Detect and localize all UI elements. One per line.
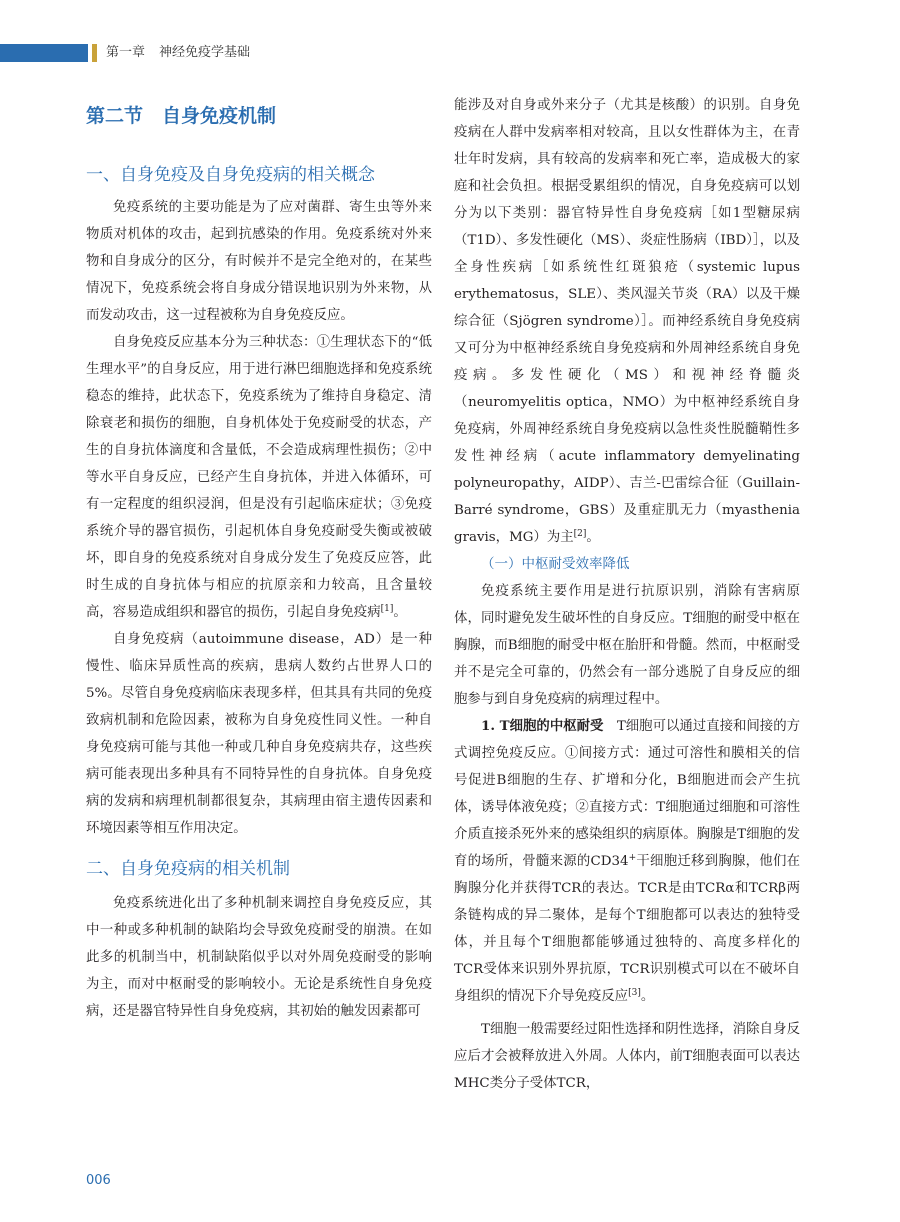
right-column [454,92,800,1097]
paragraph-classification [454,92,800,551]
paragraph-three-states [86,329,432,626]
header-accent-tick [92,44,97,62]
left-column [86,92,432,1025]
period: 。 [586,530,600,545]
subheading-central-tolerance: （一）中枢耐受效率降低 [481,556,630,572]
paragraph-immune-function: 免疫系统的主要功能是为了应对菌群、寄生虫等外来物质对机体的攻击，起到抗感染的作用。免疫系统对外来物和自身成分的区分，有时候并不是完全绝对的，在某些情况下，免疫系统会将自身成分错误地识别为外来物，从而发动攻击，这一过程被称为自身免疫反应。 [86,200,432,323]
paragraph-mechanisms: 免疫系统进化出了多种机制来调控自身免疫反应，其中一种或多种机制的缺陷均会导致免疫耐受的崩溃。在如此多的机制当中，机制缺陷似乎以对外周免疫耐受的影响为主，而对中枢耐受的影响较小。无论是系统性自身免疫病，还是器官特异性自身免疫病，其初始的触发因素都可 [86,896,432,1019]
reference-3: [3] [628,988,641,998]
reference-1: [1] [380,604,394,614]
header-chapter: 第一章 [106,45,146,60]
paragraph-t-cell-tolerance [454,713,800,1010]
heading-mechanisms: 二、自身免疫病的相关机制 [86,859,290,879]
period: 。 [640,989,655,1004]
paragraph-autoimmune-disease: 自身免疫病（autoimmune disease，AD）是一种慢性、临床异质性高的疾病，患病人数约占世界人口的5%。尽管自身免疫病临床表现多样，但其具有共同的免疫致病机制和危险因素，被称为自身免疫性同义性。一种自身免疫病可能与其他一种或几种自身免疫病共存，这些疾病可能表现出多种具有不同特异性的自身抗体。自身免疫病的发病和病理机制都很复杂，其病理由宿主遗传因素和环境因素等相互作用决定。 [86,632,432,836]
header-title: 神经免疫学基础 [159,45,251,60]
t-cell-text-a: T细胞可以通过直接和间接的方式调控免疫反应。①间接方式：通过可溶性和膜相关的信号促进B细胞的生存、扩增和分化，B细胞进而会产生抗体，诱导体液免疫；②直接方式：T细胞通过细胞和可溶性介质直接杀死外来的感染组织的病原体。胸腺是T细胞的发育的场所，骨髓来源的CD34 [454,719,800,869]
classification-text: 能涉及对自身或外来分子（尤其是核酸）的识别。自身免疫病在人群中发病率相对较高，且以女性群体为主，在青壮年时发病，具有较高的发病率和死亡率，造成极大的家庭和社会负担。根据受累组织的情况，自身免疫病可以划分为以下类别：器官特异性自身免疫病［如1型糖尿病（T1D）、多发性硬化（MS）、炎症性肠病（IBD）］，以及全身性疾病［如系统性红斑狼疮（systemic lupus erythematosus，SLE）、类风湿关节炎（RA）以及干燥综合征（Sjögren syndrome）］。而神经系统自身免疫病又可分为中枢神经系统自身免疫病和外周神经系统自身免疫病。多发性硬化（MS）和视神经脊髓炎（neuromyelitis optica，NMO）为中枢神经系统自身免疫病，外周神经系统自身免疫病以急性炎性脱髓鞘性多发性神经病（acute inflammatory demyelinating polyneuropathy，AIDP）、吉兰-巴雷综合征（Guillain-Barré syndrome，GBS）及重症肌无力（myasthenia gravis，MG）为主 [454,98,800,545]
t-cell-text-b: 干细胞迁移到胸腺，他们在胸腺分化并获得TCR的表达。TCR是由TCRα和TCRβ两条链构成的异二聚体，是每个T细胞都可以表达的独特受体，并且每个T细胞都能够通过独特的、高度多样化的TCR受体来识别外界抗原，TCR识别模式可以在不破坏自身组织的情况下介导免疫反应 [454,854,800,1004]
paragraph-central-tolerance: 免疫系统主要作用是进行抗原识别，消除有害病原体，同时避免发生破坏性的自身反应。T细胞的耐受中枢在胸腺，而B细胞的耐受中枢在胎肝和骨髓。然而，中枢耐受并不是完全可靠的，仍然会有一部分逃脱了自身反应的细胞参与到自身免疫病的病理过程中。 [454,584,800,707]
reference-2: [2] [573,529,587,539]
running-header [106,44,250,62]
period: 。 [393,605,407,620]
page-number: 006 [86,1173,111,1188]
paragraph-selection: T细胞一般需要经过阳性选择和阴性选择，消除自身反应后才会被释放进入外周。人体内，前T细胞表面可以表达MHC类分子受体TCR， [454,1022,800,1091]
three-states-text: 自身免疫反应基本分为三种状态：①生理状态下的“低生理水平”的自身反应，用于进行淋巴细胞选择和免疫系统稳态的维持，此状态下，免疫系统为了维持自身稳定、清除衰老和损伤的细胞，自身机体处于免疫耐受的状态，产生的自身抗体滴度和含量低，不会造成病理性损伤；②中等水平自身反应，已经产生自身抗体，并进入体循环，可有一定程度的组织浸润，但是没有引起临床症状；③免疫系统介导的器官损伤，引起机体自身免疫耐受失衡或被破坏，即自身的免疫系统对自身成分发生了免疫反应答，此时生成的自身抗体与相应的抗原亲和力较高，且含量较高，容易造成组织和器官的损伤，引起自身免疫病 [86,335,432,620]
section-title: 第二节 自身免疫机制 [86,105,277,127]
header-accent-bar [0,44,88,62]
cd34-superscript: + [628,853,637,863]
heading-concepts: 一、自身免疫及自身免疫病的相关概念 [86,165,375,185]
t-cell-tolerance-lead: 1. T细胞的中枢耐受 [481,718,604,734]
